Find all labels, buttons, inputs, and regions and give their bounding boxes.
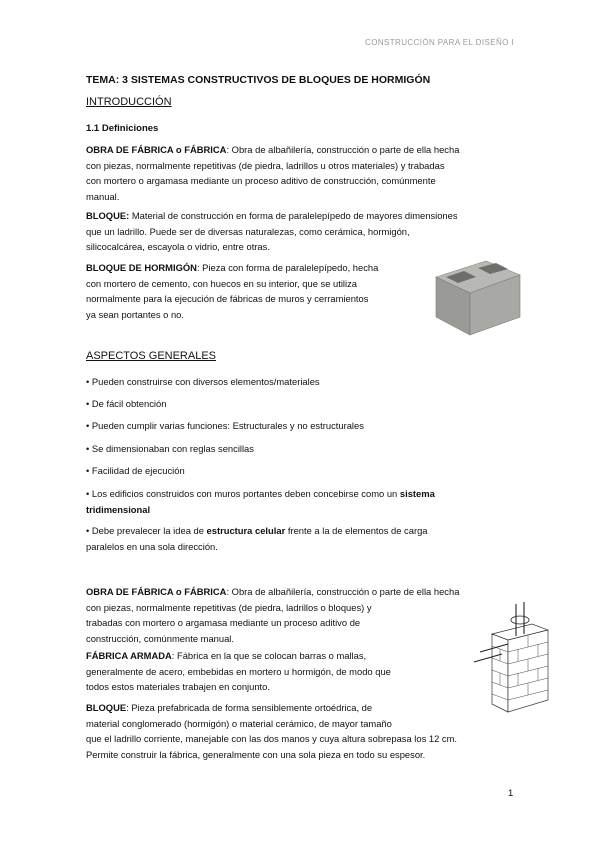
- bullet-item: • Pueden cumplir varias funciones: Estructurales y no estructurales: [86, 420, 364, 431]
- page-number: 1: [508, 788, 514, 799]
- term-bloque: BLOQUE:: [86, 210, 130, 221]
- concrete-block-image: [432, 253, 524, 339]
- bullet-item: • Facilidad de ejecución: [86, 465, 185, 476]
- paragraph-bloque-2: BLOQUE: Pieza prefabricada de forma sensiblemente ortoédrica, de material conglomerado (hormigón) o material cerámico, de mayor tamaño que el ladrillo corriente, manejable con las dos manos y cuya altura sobrepasa los 12 cm. Permite construir la fábrica, generalmente con una sola pieza en todo su espesor.: [86, 702, 458, 760]
- paragraph-bloque-hormigon: BLOQUE DE HORMIGÓN: Pieza con forma de paralelepípedo, hecha con mortero de cemento, con huecos en su interior, que se utiliza normalmente para la ejecución de fábricas de muros y cerramientos ya sean portantes o no.: [86, 262, 379, 320]
- term-obra-fabrica: OBRA DE FÁBRICA o FÁBRICA: [86, 144, 227, 155]
- page-title: TEMA: 3 SISTEMAS CONSTRUCTIVOS DE BLOQUES DE HORMIGÓN: [86, 74, 431, 86]
- bullet-item: • Se dimensionaban con reglas sencillas: [86, 443, 254, 454]
- paragraph-obra-fabrica: OBRA DE FÁBRICA o FÁBRICA: Obra de albañilería, construcción o parte de ella hecha con piezas, normalmente repetitivas (de piedra, ladrillos u otros materiales) y trabadas con mortero o argamasa mediante un proceso aditivo de construcción, comúnmente manual.: [86, 144, 460, 202]
- paragraph-bloque: BLOQUE: Material de construcción en forma de paralelepípedo de mayores dimensiones que un ladrillo. Puede ser de diversas naturalezas, como cerámica, hormigón, silicocalcárea, escayola o vidrio, entre otras.: [86, 210, 458, 252]
- bullet-item: • De fácil obtención: [86, 398, 167, 409]
- bullet-item: • Pueden construirse con diversos elementos/materiales: [86, 376, 320, 387]
- term-bloque-hormigon: BLOQUE DE HORMIGÓN: [86, 262, 197, 273]
- subheading-definiciones: 1.1 Definiciones: [86, 123, 159, 134]
- reinforced-masonry-wall-drawing: [472, 600, 558, 718]
- section-heading-aspectos: ASPECTOS GENERALES: [86, 350, 217, 362]
- paragraph-fabrica-armada: FÁBRICA ARMADA: Fábrica en la que se colocan barras o mallas, generalmente de acero, embebidas en mortero u hormigón, de modo que todos estos materiales trabajen en conjunto.: [86, 650, 391, 692]
- section-heading-introduccion: INTRODUCCIÓN: [86, 96, 172, 108]
- paragraph-obra-fabrica-2: OBRA DE FÁBRICA o FÁBRICA: Obra de albañilería, construcción o parte de ella hecha con piezas, normalmente repetitivas (de piedra, ladrillos o bloques) y trabadas con mortero o argamasa mediante un proceso aditivo de construcción, comúnmente manual.: [86, 586, 460, 644]
- bullet-item-sistema: • Los edificios construidos con muros portantes deben concebirse como un sistema tridimensional: [86, 488, 435, 515]
- running-header: CONSTRUCCIÓN PARA EL DISEÑO I: [365, 38, 514, 47]
- bullet-item-estructura: • Debe prevalecer la idea de estructura celular frente a la de elementos de carga paralelos en una sola dirección.: [86, 525, 428, 552]
